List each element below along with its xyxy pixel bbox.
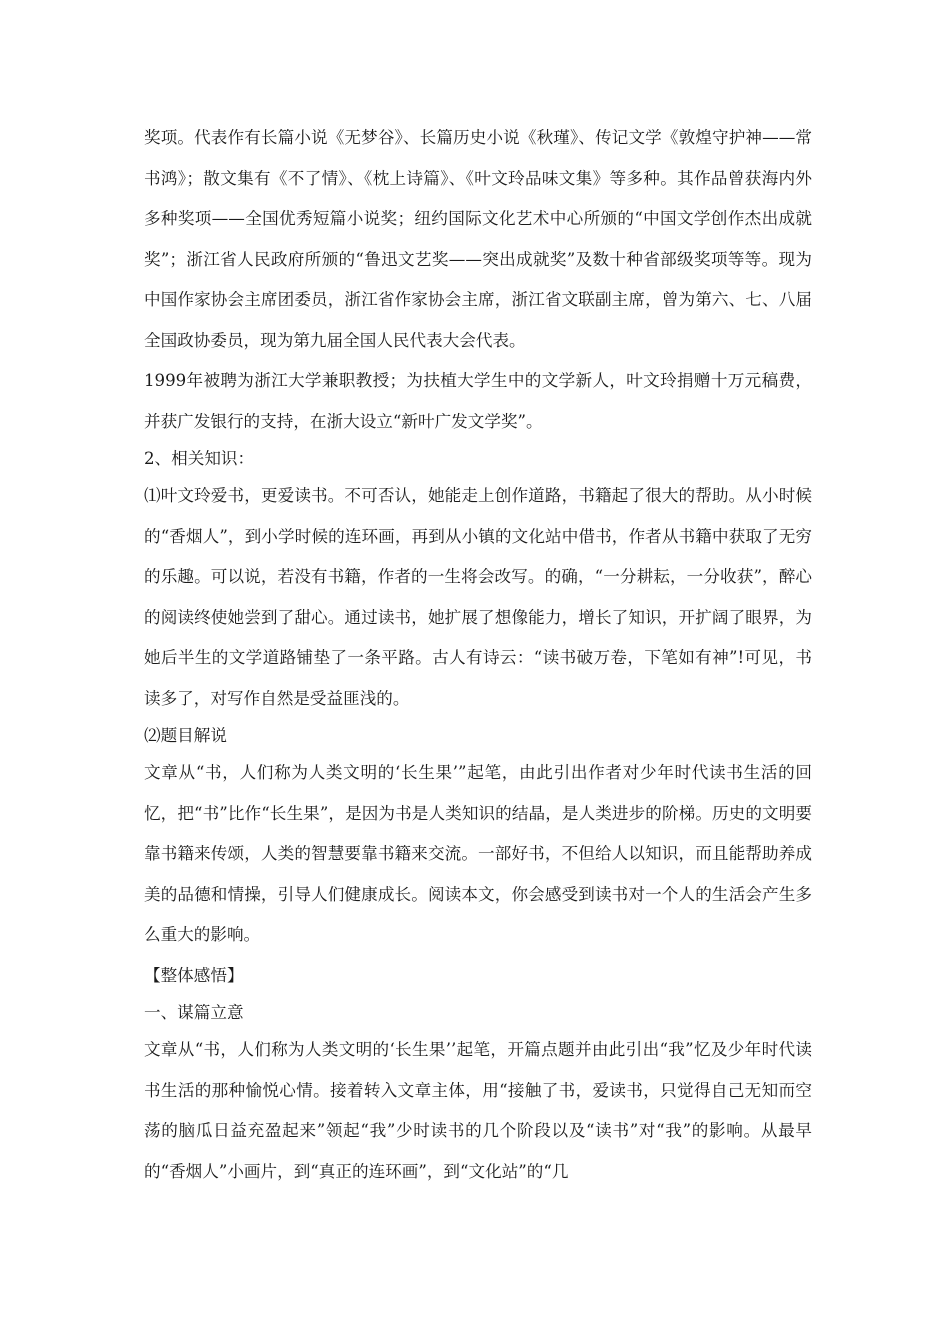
section-heading-overall-impression: 【整体感悟】	[144, 965, 244, 985]
section-heading-structure: 一、谋篇立意	[144, 1003, 244, 1022]
document-page	[144, 118, 812, 1192]
paragraph-love-of-reading: ⑴叶文玲爱书，更爱读书。不可否认，她能走上创作道路，书籍起了很大的帮助。从小时候的“香烟人”，到小学时候的连环画，再到从小镇的文化站中借书，作者从书籍中获取了无穷的乐趣。可以说，若没有书籍，作者的一生将会改写。的确，“一分耕耘，一分收获”，醉心的阅读终使她尝到了甜心。通过读书，她扩展了想像能力，增长了知识，开扩阔了眼界，为她后半生的文学道路铺垫了一条平路。古人有诗云：“读书破万卷，下笔如有神”!可见，书读多了，对写作自然是受益匪浅的。	[144, 486, 812, 708]
paragraph-title-explanation: 文章从“书，人们称为人类文明的‘长生果’”起笔，由此引出作者对少年时代读书生活的回忆，把“书”比作“长生果”，是因为书是人类知识的结晶，是人类进步的阶梯。历史的文明要靠书籍来传颂，人类的智慧要靠书籍来交流。一部好书，不但给人以知识，而且能帮助养成美的品德和情操，引导人们健康成长。阅读本文，你会感受到读书对一个人的生活会产生多么重大的影响。	[144, 763, 812, 944]
section-heading-title-explanation: ⑵题目解说	[144, 726, 227, 745]
paragraph-author-awards: 奖项。代表作有长篇小说《无梦谷》、长篇历史小说《秋瑾》、传记文学《敦煌守护神——常书鸿》；散文集有《不了情》、《枕上诗篇》、《叶文玲品味文集》等多种。其作品曾获海内外多种奖项——全国优秀短篇小说奖；纽约国际文化艺术中心所颁的“中国文学创作杰出成就奖”；浙江省人民政府所颁的“鲁迅文艺奖——突出成就奖”及数十种省部级奖项等等。现为中国作家协会主席团委员，浙江省作家协会主席，浙江省文联副主席，曾为第六、七、八届全国政协委员，现为第九届全国人民代表大会代表。	[144, 128, 812, 350]
section-heading-related-knowledge: 2、相关知识：	[144, 449, 255, 468]
paragraph-professorship: 1999年被聘为浙江大学兼职教授；为扶植大学生中的文学新人，叶文玲捐赠十万元稿费，并获广发银行的支持，在浙大设立“新叶广发文学奖”。	[144, 371, 812, 431]
paragraph-structure: 文章从“书，人们称为人类文明的‘长生果’’起笔，开篇点题并由此引出“我”忆及少年时代读书生活的那种愉悦心情。接着转入文章主体，用“接触了书，爱读书，只觉得自己无知而空荡的脑瓜日益充盈起来”领起“我”少时读书的几个阶段以及“读书”对“我”的影响。从最早的“香烟人”小画片，到“真正的连环画”，到“文化站”的“几	[144, 1040, 812, 1181]
